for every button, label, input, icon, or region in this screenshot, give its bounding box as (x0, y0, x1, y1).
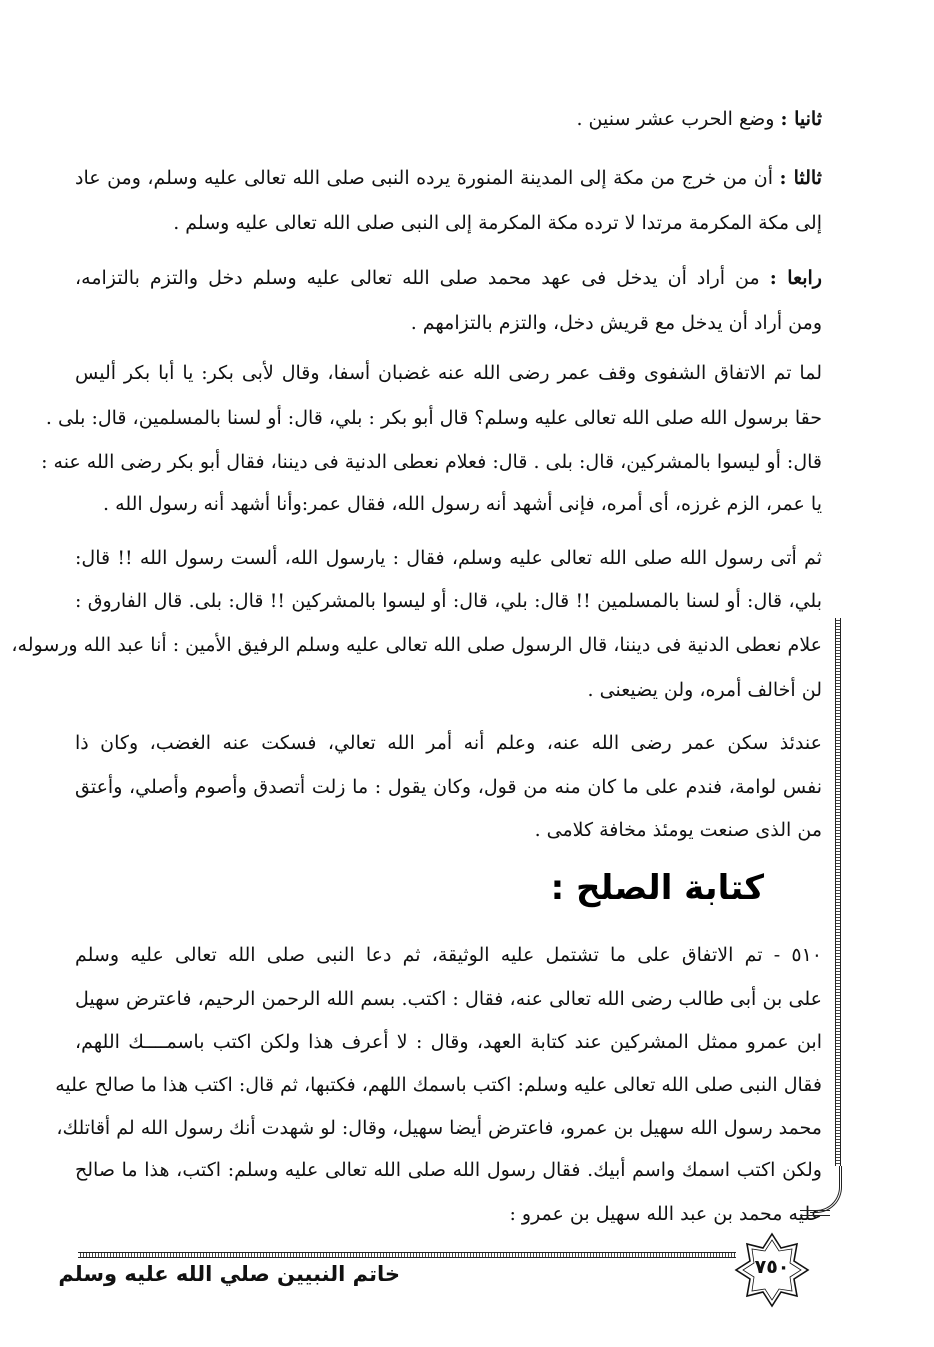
point-third-line-2: إلى مكة المكرمة مرتدا لا ترده مكة المكرمة إلى النبى صلى الله تعالى عليه وسلم . (173, 212, 822, 234)
paragraph-prophet-line-4: لن أخالف أمره، ولن يضيعنى . (587, 679, 822, 701)
footer-book-title: خاتم النبيين صلي الله عليه وسلم (58, 1262, 400, 1286)
paragraph-omar-line-3: قال: أو ليسوا بالمشركين، قال: بلى . قال: فعلام نعطى الدنية فى ديننا، فقال أبو بكر رضى الله عنه : (41, 451, 822, 473)
paragraph-omar-line-4: يا عمر، الزم غرزه، أى أمره، فإنى أشهد أنه رسول الله، فقال عمر:وأنا أشهد أنه رسول الله . (103, 493, 822, 515)
paragraph-treaty-line-3: ابن عمرو ممثل المشركين عند كتابة العهد، وقال : لا أعرف هذا ولكن اكتب باسمــــك اللهم، (75, 1031, 822, 1053)
paragraph-prophet-line-1: ثم أتى رسول الله صلى الله تعالى عليه وسلم، فقال : يارسول الله، ألست رسول الله !! قال: (75, 547, 822, 569)
point-label-fourth: رابعا : (769, 267, 822, 289)
paragraph-2-line-1 (576, 104, 822, 134)
point-text-second: وضع الحرب عشر سنين . (576, 108, 775, 130)
paragraph-prophet-line-3: علام نعطى الدنية فى ديننا، قال الرسول صلى الله تعالى عليه وسلم الرفيق الأمين : أنا عبد الله ورسوله، (11, 634, 822, 656)
point-label-third: ثالثا : (779, 167, 822, 189)
paragraph-treaty-line-7: عليه محمد بن عبد الله سهيل بن عمرو : (509, 1203, 822, 1225)
paragraph-omar-line-1: لما تم الاتفاق الشفوى وقف عمر رضى الله عنه غضبان أسفا، وقال لأبى بكر: يا أبا بكر أليس (75, 362, 822, 384)
page-border-stub (800, 1210, 830, 1216)
paragraph-treaty-line-2: على بن أبى طالب رضى الله تعالى عنه، فقال : اكتب. بسم الله الرحمن الرحيم، فاعترض سهيل (75, 988, 822, 1010)
point-fourth-line-1: رابعا : من أراد أن يدخل فى عهد محمد صلى الله تعالى عليه وسلم دخل والتزم بالتزامه، (75, 267, 822, 289)
paragraph-treaty-line-1: ٥١٠ - تم الاتفاق على ما تشتمل عليه الوثيقة، ثم دعا النبى صلى الله تعالى عليه وسلم (75, 944, 822, 966)
paragraph-omar-line-2: حقا برسول الله صلى الله تعالى عليه وسلم؟ قال أبو بكر : بلي، قال: أو لسنا بالمسلمين، قال: بلى . (45, 407, 822, 429)
point-label-second: ثانيا : (780, 108, 822, 130)
point-third-line-1: ثالثا : أن من خرج من مكة إلى المدينة المنورة يرده النبى صلى الله تعالى عليه وسلم، ومن عاد (75, 167, 822, 189)
section-heading: كتابة الصلح : (550, 868, 764, 908)
page-number: ٧٥٠ (754, 1256, 790, 1278)
point-fourth-line-2: ومن أراد أن يدخل مع قريش دخل، والتزم بالتزامهم . (410, 312, 822, 334)
paragraph-treaty-line-6: ولكن اكتب اسمك واسم أبيك. فقال رسول الله صلى الله تعالى عليه وسلم: اكتب، هذا ما صالح (75, 1159, 822, 1181)
paragraph-treaty-line-5: محمد رسول الله سهيل بن عمرو، فاعترض أيضا سهيل، وقال: لو شهدت أنك رسول الله لم أقاتلك، (56, 1117, 822, 1139)
page-border-corner (810, 1166, 842, 1213)
page-border-horizontal (78, 1252, 736, 1258)
paragraph-calm-line-3: من الذى صنعت يومئذ مخافة كلامى . (534, 819, 822, 841)
paragraph-calm-line-1: عندئذ سكن عمر رضى الله عنه، وعلم أنه أمر الله تعالي، فسكت عنه الغضب، وكان ذا (75, 732, 822, 754)
paragraph-treaty-line-4: فقال النبى صلى الله تعالى عليه وسلم: اكتب باسمك اللهم، فكتبها، ثم قال: اكتب هذا ما صالح عليه (55, 1074, 822, 1096)
paragraph-prophet-line-2: بلي، قال: أو لسنا بالمسلمين !! قال: بلي، قال: أو ليسوا بالمشركين !! قال: بلى. قال الفاروق : (75, 590, 822, 612)
paragraph-calm-line-2: نفس لوامة، فندم على ما كان منه من قول، وكان يقول : ما زلت أتصدق وأصوم وأصلي، وأعتق (75, 776, 822, 798)
page-border-vertical (835, 618, 841, 1166)
